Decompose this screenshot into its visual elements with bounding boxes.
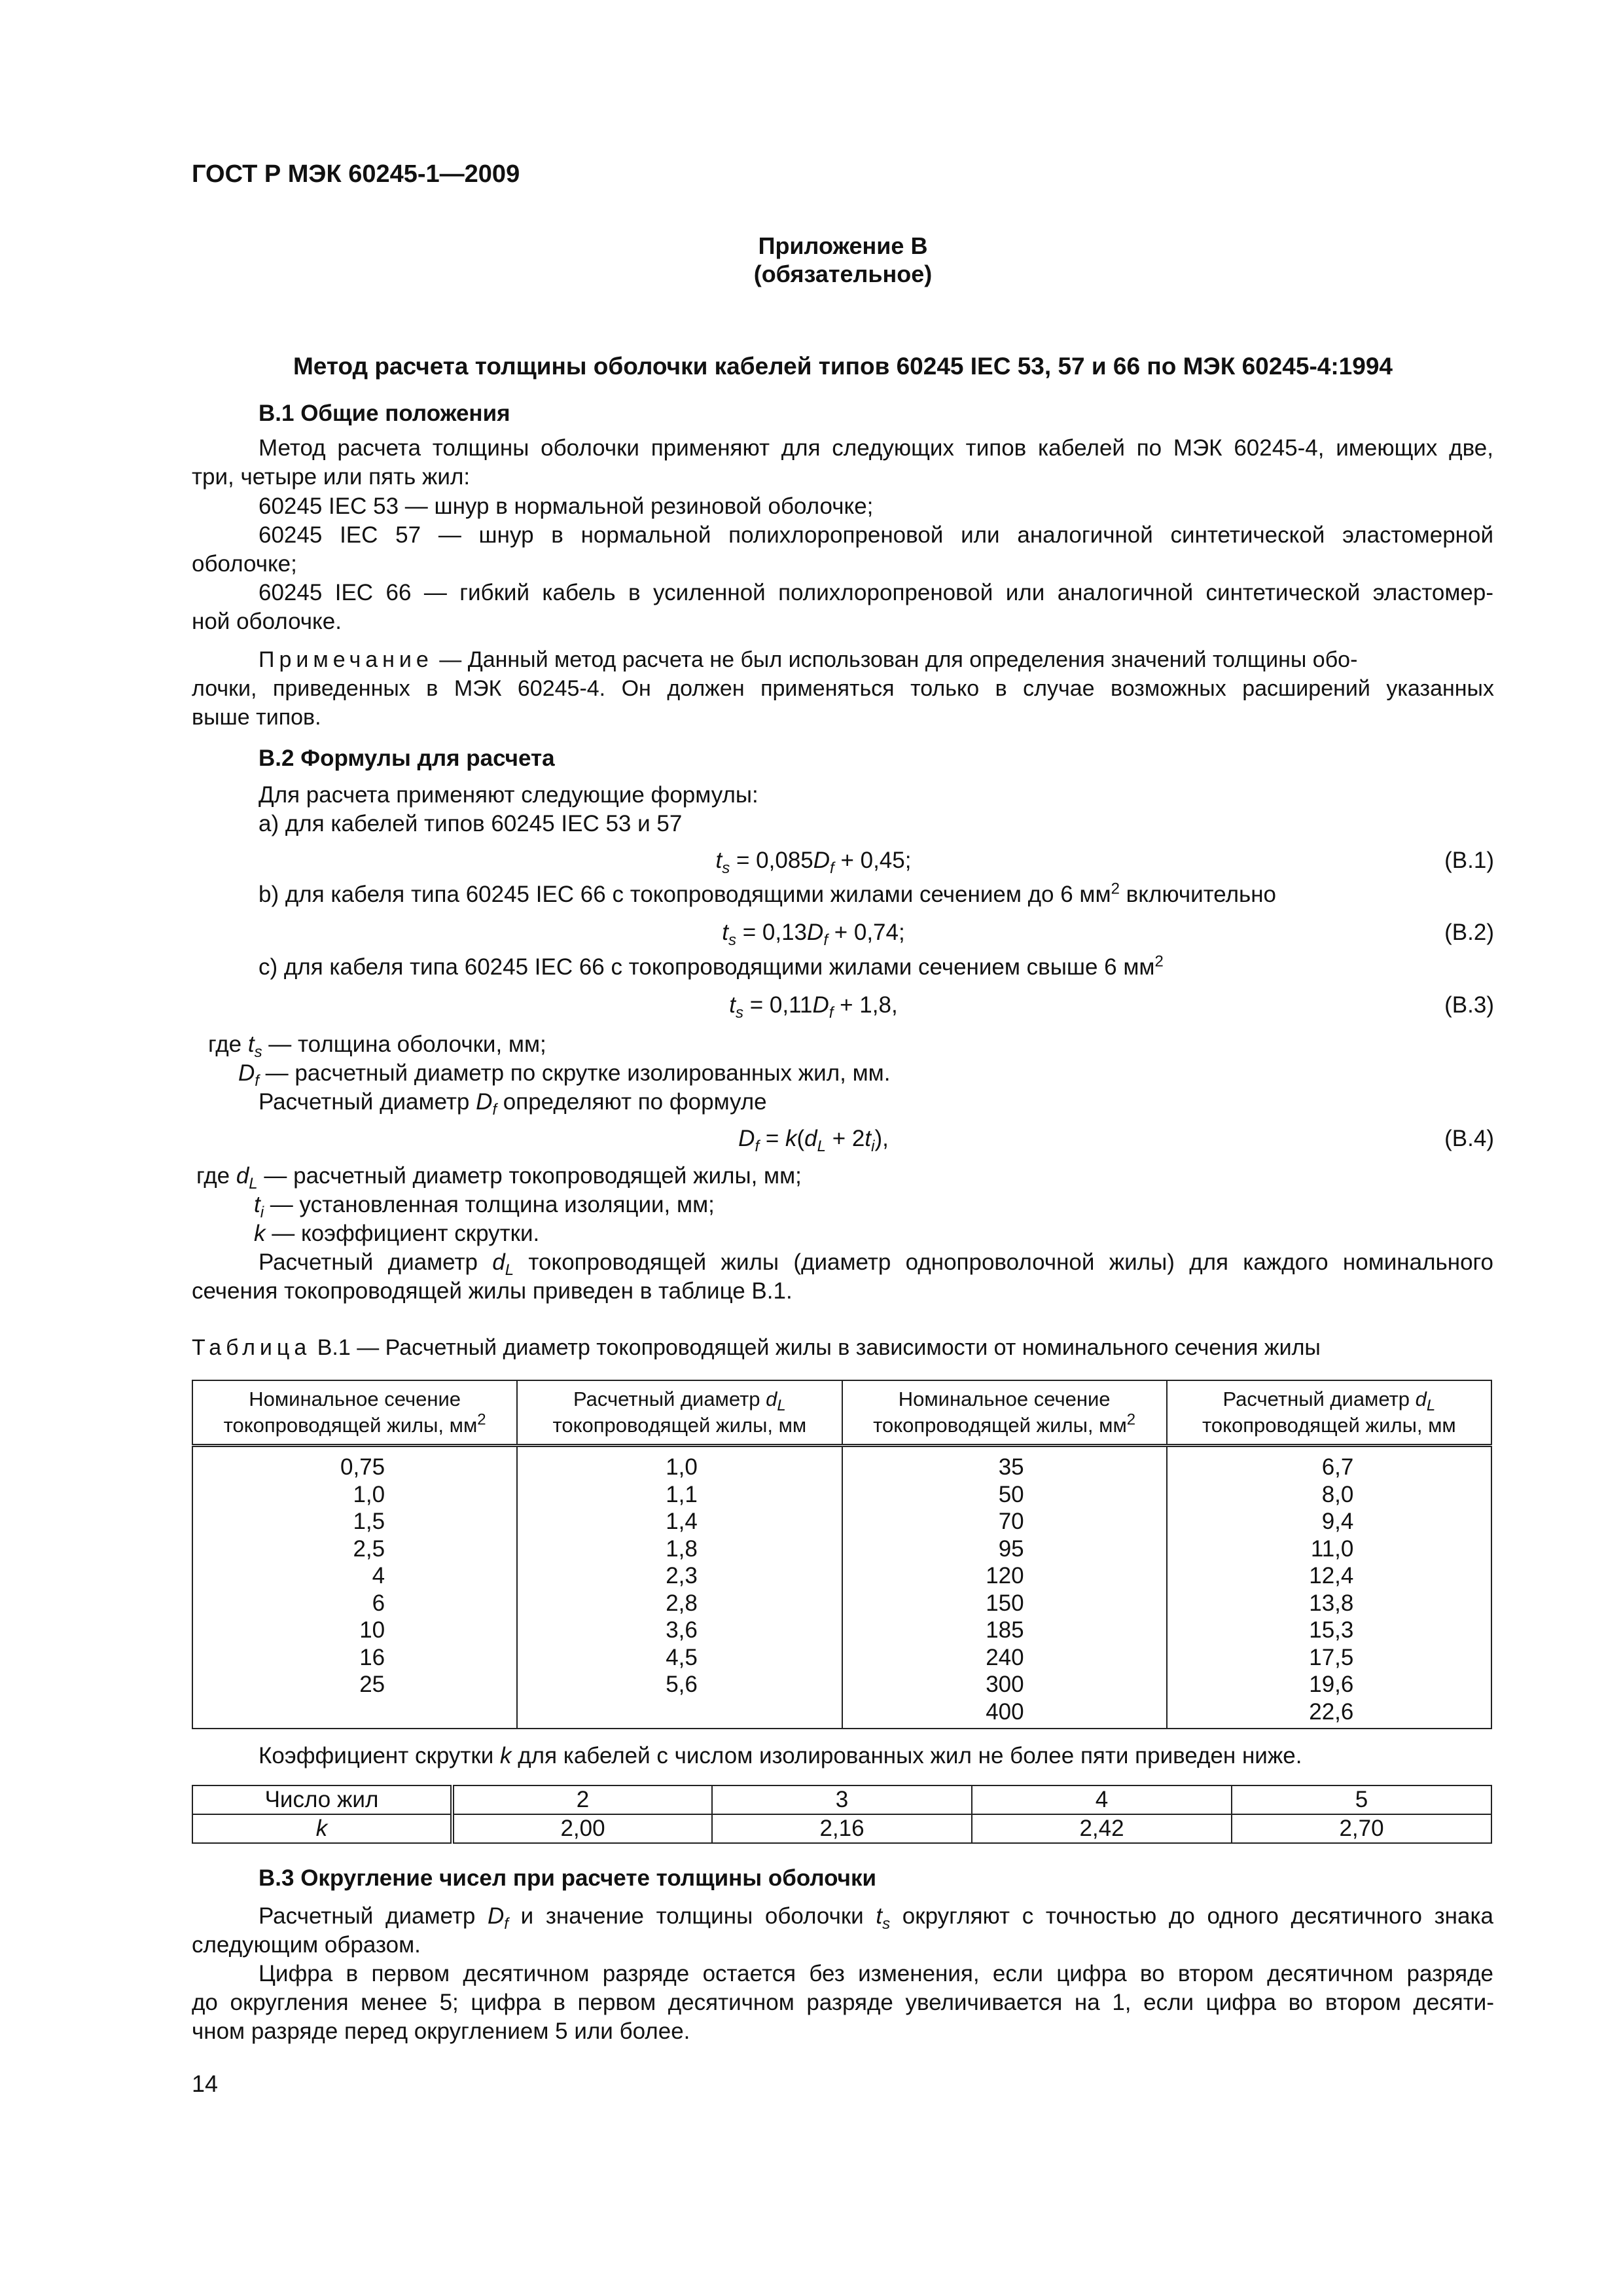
table-cell: 2,16 [712, 1814, 972, 1843]
table-column [517, 1446, 842, 1729]
table-cell: 70 [998, 1509, 1024, 1534]
table-cell: 120 [986, 1563, 1024, 1588]
b3-paragraph-line: Расчетный диаметр $D_f$ и значение толщины оболочки $t_s$ округляют с точностью до одного десятичного знака [259, 1903, 1493, 1933]
table-cell: 2,8 [666, 1590, 698, 1616]
table-cell: 2,3 [666, 1563, 698, 1588]
cable-type-item: 60245 IEC 57 — шнур в нормальной полихлоропреновой или аналогичной синтетической эластомерной [259, 522, 1493, 548]
table-cell: 3,6 [666, 1617, 698, 1643]
table-cell: 240 [986, 1644, 1024, 1670]
table-column [192, 1446, 517, 1729]
section-b1-heading: В.1 Общие положения [259, 401, 510, 426]
table-column [1167, 1446, 1491, 1729]
formula-number: (В.4) [1444, 1126, 1494, 1151]
table-cell: Число жил [192, 1785, 452, 1814]
table-cell: 2,5 [353, 1535, 385, 1562]
table-cell: 16 [359, 1644, 385, 1670]
table-cell: 3 [712, 1785, 972, 1814]
formula-number: (В.2) [1444, 920, 1494, 945]
table-cell: 35 [998, 1454, 1024, 1480]
table-cell: 95 [998, 1535, 1024, 1562]
b3-paragraph-line: следующим образом. [192, 1932, 421, 1958]
document-id: ГОСТ Р МЭК 60245-1—2009 [192, 160, 520, 188]
table-cell: 15,3 [1309, 1617, 1354, 1643]
table-cell: 1,5 [353, 1509, 385, 1534]
definition-k: k — коэффициент скрутки. [254, 1221, 540, 1246]
section-b3-heading: В.3 Округление чисел при расчете толщины оболочки [259, 1865, 877, 1891]
k-coefficient-text: Коэффициент скрутки k для кабелей с числом изолированных жил не более пяти приведен ниже. [259, 1743, 1302, 1768]
b3-paragraph-line: до округления менее 5; цифра в первом десятичном разряде увеличивается на 1, если цифра во втором десяти- [192, 1990, 1494, 2015]
table-k-coefficient [192, 1785, 1492, 1844]
table-cell: 300 [986, 1672, 1024, 1697]
cable-type-item: ной оболочке. [192, 609, 342, 634]
column-header-nominal-section: Номинальное сечение токопроводящей жилы, $мм^2$ [842, 1380, 1167, 1446]
table-cell: 19,6 [1309, 1672, 1354, 1697]
table-cell: 11,0 [1310, 1535, 1354, 1562]
table-cell: 6 [372, 1590, 385, 1616]
column-header-calculated-diameter: Расчетный диаметр $d_L$ токопроводящей жилы, мм [1167, 1380, 1491, 1446]
table-cell: 5,6 [666, 1672, 698, 1697]
note-line: лочки, приведенных в МЭК 60245-4. Он должен применяться только в случае возможных расширений указанных [192, 676, 1494, 701]
table-cell: 2 [452, 1785, 712, 1814]
table-cell: 17,5 [1309, 1644, 1354, 1670]
column-header-calculated-diameter: Расчетный диаметр $d_L$ токопроводящей жилы, мм [517, 1380, 842, 1446]
cable-type-item: 60245 IEC 53 — шнур в нормальной резиновой оболочке; [259, 493, 874, 519]
document-page: ГОСТ Р МЭК 60245-1—2009 Приложение В (обязательное) Метод расчета толщины оболочки кабелей типов 60245 IEC 53, 57 и 66 по МЭК 60245-4:1994 В.1 Общие положения Метод расчета толщины оболочки применяют для следующих типов кабелей по МЭК 60245-4, имеющих две, три, четыре или пять жил: 60245 IEC 53 — шнур в нормальной резиновой оболочке; 60245 IEC 57 — шнур в нормальной полихлоропреновой или аналогичной синтетической эластомерной оболочке; 60245 IEC 66 — гибкий кабель в усиленной полихлоропреновой или аналогичной синтетической эластомер- ной оболочке. Примечание — Данный метод расчета не был использован для определения значений толщины обо- лочки, приведенных в МЭК 60245-4. Он должен применяться только в случае возможных расширений указанных выше типов. В.2 Формулы для расчета Для расчета применяют следующие формулы: a) для кабелей типов 60245 IEC 53 и 57 $t_s = 0,085D_f + 0,45$; (В.1) b) для кабеля типа 60245 IEC 66 с токопроводящими жилами сечением до 6 $мм^2$ включительно $t_s = 0,13D_f + 0,74$; (В.2) c) для кабеля типа 60245 IEC 66 с токопроводящими жилами сечением свыше 6 $мм^2$ $t_s = 0,11D_f + 1,8$, (В.3) где $t_s$ — толщина оболочки, мм; $D_f$ — расчетный диаметр по скрутке изолированных жил, мм. Расчетный диаметр $D_f$ определяют по формуле $D_f = k(d_L + 2t_i)$, (В.4) где $d_L$ — расчетный диаметр токопроводящей жилы, мм; $t_i$ — установленная толщина изоляции, мм; k — коэффициент скрутки. Расчетный диаметр $d_L$ токопроводящей жилы (диаметр однопроволочной жилы) для каждого номинального сечения токопроводящей жилы приведен в таблице В.1. Таблица В.1 — Расчетный диаметр токопроводящей жилы в зависимости от номинального сечения жилы Номинальное сечение токопроводящей жилы, $мм^2$ Расчетный диаметр $d_L$ токопроводящей жилы, мм Номинальное сечение токопроводящей жилы, $мм^2$ Расчетный диаметр $d_L$ токопроводящей жилы, мм 0,75 1,0 1,5 2,5 4 6 10 16 25 1,0 1,1 1,4 1,8 2,3 2,8 3,6 4,5 5,6 35 50 70 95 120 150 185 240 300 400 6,7 8,0 9,4 11,0 12,4 13,8 15,3 17,5 19,6 22,6 Коэффициент скрутки k для кабелей с числом изолированных жил не более пяти приведен ниже. Число жил 2 3 4 5 k 2,00 2,16 2,42 2,70 В.3 Округление чисел при расчете толщины оболочки Расчетный диаметр $D_f$ и значение толщины оболочки $t_s$ округляют с точностью до одного десятичного знака следующим образом. Цифра в первом десятичном разряде остается без изменения, если цифра во втором десятичном разряде до округления менее 5; цифра в первом десятичном разряде увеличивается на 1, если цифра во втором десяти- чном разряде перед округлением 5 или более. 14 [192, 160, 1494, 2097]
table-cell: 0,75 [340, 1454, 385, 1480]
b1-paragraph-line: Метод расчета толщины оболочки применяют для следующих типов кабелей по МЭК 60245-4, имеющих две, [259, 435, 1493, 461]
table-cell: 1,0 [666, 1454, 698, 1480]
table-cell: k [192, 1814, 452, 1843]
table-cell: 4 [972, 1785, 1232, 1814]
table-cell: 5 [1232, 1785, 1491, 1814]
cable-type-item: 60245 IEC 66 — гибкий кабель в усиленной полихлоропреновой или аналогичной синтетической эластомер- [259, 580, 1493, 605]
table-b1 [192, 1380, 1492, 1729]
table-cell: 9,4 [1321, 1509, 1354, 1534]
table-cell: 2,42 [972, 1814, 1232, 1843]
table-cell: 10 [359, 1617, 385, 1643]
b3-paragraph-line: Цифра в первом десятичном разряде остается без изменения, если цифра во втором десятичном разряде [259, 1961, 1493, 1986]
formula-number: (В.3) [1444, 992, 1494, 1018]
table-cell: 400 [986, 1698, 1024, 1725]
table-cell: 22,6 [1309, 1698, 1354, 1725]
b2-intro: Для расчета применяют следующие формулы: [259, 782, 758, 808]
table-cell: 185 [986, 1617, 1024, 1643]
b3-paragraph-line: чном разряде перед округлением 5 или более. [192, 2018, 690, 2044]
table-row [192, 1814, 1491, 1843]
dl-paragraph-line: сечения токопроводящей жилы приведен в таблице В.1. [192, 1278, 793, 1304]
table-cell: 4 [372, 1563, 385, 1588]
table-cell: 8,0 [1321, 1481, 1354, 1507]
table-cell: 150 [986, 1590, 1024, 1616]
note-label: Примечание [259, 647, 433, 672]
table-cell: 13,8 [1309, 1590, 1354, 1616]
cable-type-item: оболочке; [192, 551, 297, 577]
definition-dl: где $d_L$ — расчетный диаметр токопроводящей жилы, мм; [196, 1163, 802, 1193]
column-header-nominal-section: Номинальное сечение токопроводящей жилы, $мм^2$ [192, 1380, 517, 1446]
note-line: выше типов. [192, 705, 321, 730]
appendix-title: Приложение В [758, 232, 928, 259]
case-b: b) для кабеля типа 60245 IEC 66 с токопроводящими жилами сечением до 6 $мм^2$ включительно [259, 880, 1277, 907]
table-cell: 1,8 [666, 1535, 698, 1562]
page-number: 14 [192, 2070, 219, 2097]
b1-paragraph-line: три, четыре или пять жил: [192, 464, 471, 490]
section-b2-heading: В.2 Формулы для расчета [259, 745, 555, 771]
appendix-status: (обязательное) [753, 260, 933, 287]
df-intro: Расчетный диаметр $D_f$ определяют по формуле [259, 1089, 767, 1119]
formula-number: (В.1) [1444, 848, 1494, 873]
table-b1-caption: Таблица В.1 — Расчетный диаметр токопроводящей жилы в зависимости от номинального сечения жилы [192, 1335, 1321, 1360]
table-row [192, 1785, 1491, 1814]
table-cell: 4,5 [666, 1644, 698, 1670]
table-cell: 2,00 [452, 1814, 712, 1843]
definition-df: $D_f$ — расчетный диаметр по скрутке изолированных жил, мм. [238, 1060, 891, 1090]
main-title: Метод расчета толщины оболочки кабелей типов 60245 IEC 53, 57 и 66 по МЭК 60245-4:1994 [293, 353, 1393, 380]
case-c: c) для кабеля типа 60245 IEC 66 с токопроводящими жилами сечением свыше 6 $мм^2$ [259, 952, 1164, 980]
table-cell: 6,7 [1321, 1454, 1354, 1480]
table-cell: 1,4 [666, 1509, 698, 1534]
table-cell: 25 [359, 1672, 385, 1697]
definition-ts: где $t_s$ — толщина оболочки, мм; [208, 1031, 546, 1061]
table-cell: 12,4 [1309, 1563, 1354, 1588]
table-cell: 1,1 [666, 1481, 698, 1507]
definition-ti: $t_i$ — установленная толщина изоляции, мм; [254, 1192, 715, 1221]
table-cell: 2,70 [1232, 1814, 1491, 1843]
table-cell: 50 [998, 1481, 1024, 1507]
case-a: a) для кабелей типов 60245 IEC 53 и 57 [259, 811, 683, 836]
dl-paragraph-line: Расчетный диаметр $d_L$ токопроводящей жилы (диаметр однопроволочной жилы) для каждого номинального [259, 1249, 1494, 1279]
note-line: Примечание — Данный метод расчета не был использован для определения значений толщины обо- [259, 647, 1358, 672]
table-cell: 1,0 [353, 1481, 385, 1507]
table-column [842, 1446, 1167, 1729]
